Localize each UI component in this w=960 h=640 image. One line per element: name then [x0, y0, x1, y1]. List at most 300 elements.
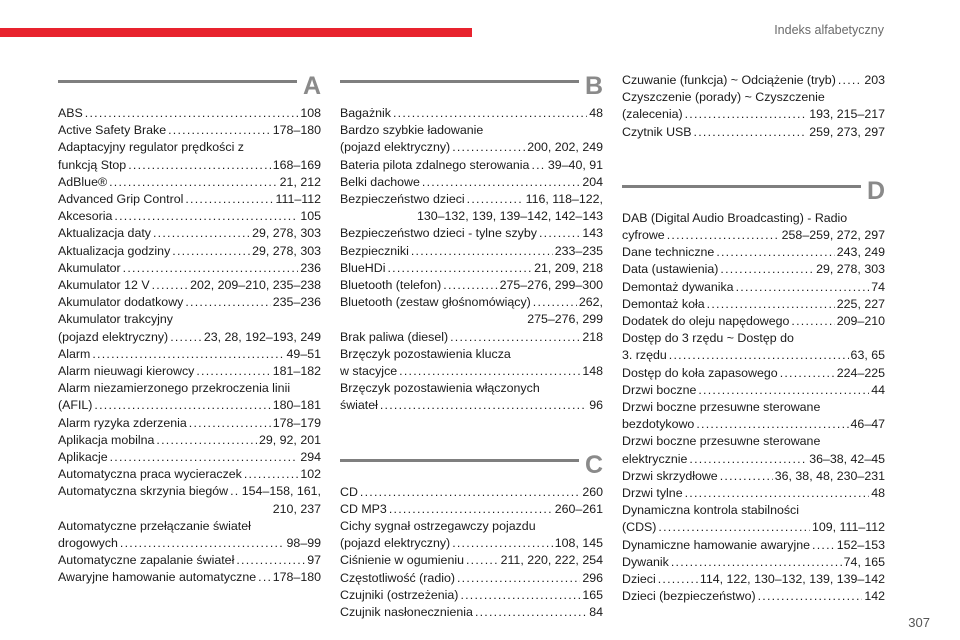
leader-dots — [466, 552, 499, 569]
entry-term: Dostęp do koła zapasowego — [622, 365, 778, 380]
index-entry — [622, 365, 885, 382]
entry-row — [58, 535, 321, 552]
entry-pages: 209–210 — [836, 314, 885, 329]
entry-pages: 49–51 — [286, 346, 321, 361]
index-column — [340, 72, 603, 621]
index-entry — [340, 174, 603, 191]
index-entry — [622, 537, 885, 554]
entry-term: Drzwi skrzydłowe — [622, 468, 718, 483]
entry-row — [622, 313, 885, 330]
entry-term: Dywanik — [622, 554, 669, 569]
entry-pages: 294 — [300, 450, 321, 465]
leader-dots — [236, 552, 305, 569]
leader-dots — [716, 244, 834, 261]
entry-term: Bluetooth (zestaw głośnomówiący) — [340, 295, 531, 310]
entry-pages: 36, 38, 48, 230–231 — [774, 468, 885, 483]
entry-pages: 143 — [582, 226, 603, 241]
index-entry-list — [58, 105, 321, 587]
leader-dots — [110, 449, 299, 466]
index-entry — [622, 279, 885, 296]
entry-row — [58, 243, 321, 260]
entry-pages: 260–261 — [554, 501, 603, 516]
entry-term: (pojazd elektryczny) — [58, 329, 169, 344]
entry-pages: 168–169 — [272, 157, 321, 172]
entry-term: Demontaż dywanika — [622, 279, 734, 294]
leader-dots — [230, 483, 240, 500]
index-entry — [340, 570, 603, 587]
entry-pages: 36–38, 42–45 — [809, 451, 885, 466]
entry-term-line: Automatyczne przełączanie świateł — [58, 518, 251, 533]
entry-pages: 84 — [589, 605, 603, 620]
index-entry — [622, 296, 885, 313]
entry-pages: 142 — [864, 589, 885, 604]
index-entry — [622, 124, 885, 141]
section-rule — [340, 459, 579, 462]
entry-term-line: Brzęczyk pozostawienia klucza — [340, 346, 511, 361]
index-entry — [58, 225, 321, 242]
index-entry — [340, 225, 603, 242]
index-entry — [622, 485, 885, 502]
entry-row — [340, 570, 603, 587]
entry-term-line: Bardzo szybkie ładowanie — [340, 123, 484, 138]
index-entry — [340, 587, 603, 604]
entry-term: Awaryjne hamowanie automatyczne — [58, 570, 257, 585]
entry-term: ABS — [58, 106, 83, 120]
index-entry — [58, 243, 321, 260]
entry-pages: 181–182 — [272, 364, 321, 379]
index-entry-list — [340, 105, 603, 415]
entry-pages: 178–179 — [272, 415, 321, 430]
leader-dots — [393, 105, 587, 122]
index-entry — [622, 554, 885, 571]
index-entry — [58, 191, 321, 208]
entry-term: Aplikacje — [58, 450, 108, 465]
section-spacer — [340, 415, 603, 451]
entry-pages: 275–276, 299–300 — [499, 278, 603, 293]
leader-dots — [838, 72, 862, 89]
leader-dots — [720, 261, 814, 278]
entry-row — [622, 244, 885, 261]
entry-row — [58, 363, 321, 380]
entry-pages: 243, 249 — [836, 245, 885, 260]
entry-term-line: Czyszczenie (porady) ~ Czyszczenie — [622, 90, 825, 105]
leader-dots — [443, 277, 497, 294]
section-letter: C — [584, 450, 603, 479]
entry-row — [622, 261, 885, 278]
entry-row — [622, 537, 885, 554]
entry-row — [340, 277, 603, 294]
entry-row — [340, 587, 603, 604]
entry-row — [340, 191, 603, 208]
index-entry — [622, 502, 885, 536]
entry-term: drogowych — [58, 536, 118, 551]
entry-pages: 148 — [582, 364, 603, 379]
entry-row — [58, 569, 321, 586]
section-header — [340, 72, 603, 100]
leader-dots — [467, 191, 524, 208]
entry-term: Bezpieczeństwo dzieci — [340, 192, 465, 207]
entry-pages: 262, — [578, 295, 603, 310]
leader-dots — [658, 519, 810, 536]
entry-term: BlueHDi — [340, 260, 386, 275]
entry-term: bezdotykowo — [622, 417, 695, 432]
index-entry — [58, 483, 321, 517]
leader-dots — [422, 174, 580, 191]
index-entry — [58, 415, 321, 432]
leader-dots — [736, 279, 870, 296]
entry-row — [340, 225, 603, 242]
entry-pages: 29, 92, 201 — [258, 432, 321, 447]
entry-row — [340, 535, 603, 552]
entry-term: Akumulator — [58, 260, 121, 275]
entry-pages: 116, 118–122, — [525, 192, 603, 207]
entry-row — [58, 329, 321, 346]
index-entry — [622, 244, 885, 261]
leader-dots — [85, 105, 299, 122]
entry-pages: 200, 202, 249 — [527, 140, 603, 155]
entry-row — [58, 174, 321, 191]
entry-pages: 46–47 — [850, 417, 885, 432]
header-accent-bar — [0, 28, 472, 37]
entry-term: Częstotliwość (radio) — [340, 570, 455, 585]
entry-term: Alarm ryzyka zderzenia — [58, 415, 187, 430]
index-entry — [58, 466, 321, 483]
leader-dots — [360, 484, 580, 501]
leader-dots — [689, 451, 807, 468]
entry-term: Advanced Grip Control — [58, 192, 184, 207]
entry-term: Drzwi tylne — [622, 486, 683, 501]
entry-term: Czujniki (ostrzeżenia) — [340, 587, 459, 602]
entry-pages: 178–180 — [272, 123, 321, 138]
index-entry — [340, 277, 603, 294]
leader-dots — [152, 277, 188, 294]
entry-row — [340, 243, 603, 260]
entry-term: świateł — [340, 398, 378, 413]
section-rule — [340, 80, 579, 83]
entry-term: Alarm — [58, 346, 91, 361]
index-entry — [58, 294, 321, 311]
entry-pages: 180–181 — [272, 398, 321, 413]
entry-row — [622, 519, 885, 536]
leader-dots — [460, 587, 580, 604]
leader-dots — [128, 157, 271, 174]
entry-term: Automatyczne zapalanie świateł — [58, 553, 235, 568]
entry-pages: 193, 215–217 — [809, 107, 885, 122]
leader-dots — [452, 535, 553, 552]
entry-row — [58, 552, 321, 569]
index-entry — [622, 330, 885, 364]
entry-row — [622, 347, 885, 364]
entry-term: Aplikacja mobilna — [58, 432, 155, 447]
index-entry — [58, 105, 321, 122]
leader-dots — [120, 535, 285, 552]
entry-row — [58, 157, 321, 174]
index-entry — [622, 261, 885, 278]
entry-row — [340, 105, 603, 122]
entry-term: Bluetooth (telefon) — [340, 278, 442, 293]
entry-pages: 114, 122, 130–132, 139, 139–142 — [699, 572, 885, 587]
entry-pages: 29, 278, 303 — [252, 226, 321, 241]
entry-pages: 74 — [871, 279, 885, 294]
entry-row — [622, 227, 885, 244]
entry-pages: 260 — [582, 484, 603, 499]
entry-row — [622, 296, 885, 313]
entry-row — [622, 571, 885, 588]
entry-term: Active Safety Brake — [58, 123, 167, 138]
entry-pages: 211, 220, 222, 254 — [500, 553, 603, 568]
leader-dots — [758, 588, 863, 605]
index-entry — [340, 191, 603, 225]
index-entry — [340, 122, 603, 156]
section-letter: A — [302, 72, 321, 100]
entry-pages: 165 — [582, 587, 603, 602]
entry-term: (zalecenia) — [622, 107, 683, 122]
entry-row — [58, 466, 321, 483]
entry-term: 3. rzędu — [622, 348, 667, 363]
entry-pages: 108, 145 — [554, 536, 603, 551]
entry-pages: 63, 65 — [850, 348, 885, 363]
entry-pages: 97 — [307, 553, 321, 568]
entry-row — [622, 365, 885, 382]
entry-row — [58, 483, 321, 500]
entry-pages: 105 — [300, 209, 321, 224]
leader-dots — [475, 604, 587, 621]
entry-pages: 152–153 — [836, 537, 885, 552]
entry-pages: 178–180 — [272, 570, 321, 585]
entry-term: Dynamiczne hamowanie awaryjne — [622, 537, 811, 552]
entry-term: Czuwanie (funkcja) ~ Odciążenie (tryb) — [622, 73, 836, 87]
entry-term: Akumulator 12 V — [58, 278, 150, 293]
section-letter: D — [866, 176, 885, 205]
entry-row — [58, 260, 321, 277]
leader-dots — [92, 346, 284, 363]
entry-term: Alarm nieuwagi kierowcy — [58, 364, 195, 379]
index-entry — [58, 311, 321, 345]
leader-dots — [389, 501, 553, 518]
entry-row — [340, 604, 603, 621]
entry-term: Drzwi boczne — [622, 382, 697, 397]
entry-pages: 29, 278, 303 — [252, 243, 321, 258]
entry-pages: 98–99 — [286, 536, 321, 551]
index-entry — [340, 518, 603, 552]
leader-dots — [196, 363, 270, 380]
index-entry — [58, 346, 321, 363]
entry-term-line: DAB (Digital Audio Broadcasting) - Radio — [622, 210, 848, 225]
entry-term-line: Alarm niezamierzonego przekroczenia linii — [58, 381, 291, 396]
leader-dots — [114, 208, 298, 225]
entry-row — [340, 501, 603, 518]
index-entry — [622, 210, 885, 244]
leader-dots — [153, 225, 250, 242]
entry-pages: 23, 28, 192–193, 249 — [203, 329, 321, 344]
entry-term: (pojazd elektryczny) — [340, 536, 451, 551]
leader-dots — [168, 122, 271, 139]
leader-dots — [696, 416, 848, 433]
page-number: 307 — [908, 615, 930, 630]
index-entry — [622, 571, 885, 588]
page-header-title: Indeks alfabetyczny — [774, 23, 884, 37]
entry-row — [622, 588, 885, 605]
entry-term-line: Cichy sygnał ostrzegawczy pojazdu — [340, 519, 536, 534]
leader-dots — [156, 432, 257, 449]
entry-row — [622, 106, 885, 123]
index-entry — [340, 604, 603, 621]
index-entry — [340, 243, 603, 260]
leader-dots — [94, 397, 270, 414]
entry-pages: 29, 278, 303 — [816, 262, 885, 277]
index-entry — [58, 208, 321, 225]
entry-term: Demontaż koła — [622, 296, 705, 311]
entry-row — [340, 157, 603, 174]
leader-dots — [123, 260, 299, 277]
entry-pages: 111–112 — [275, 192, 321, 207]
entry-pages: 224–225 — [836, 365, 885, 380]
entry-row — [58, 294, 321, 311]
entry-row — [622, 382, 885, 399]
entry-term: cyfrowe — [622, 228, 665, 243]
index-entry — [58, 139, 321, 173]
entry-pages: 202, 209–210, 235–238 — [190, 278, 321, 293]
index-entry — [622, 72, 885, 89]
entry-term: Dodatek do oleju napędowego — [622, 314, 790, 329]
entry-term: Bagażnik — [340, 106, 391, 120]
index-entry — [58, 518, 321, 552]
entry-term: funkcją Stop — [58, 157, 127, 172]
index-entry — [340, 260, 603, 277]
entry-pages: 21, 209, 218 — [534, 260, 603, 275]
entry-pages: 296 — [582, 570, 603, 585]
entry-row — [58, 397, 321, 414]
entry-pages: 48 — [871, 486, 885, 501]
entry-term: Aktualizacja godziny — [58, 243, 171, 258]
index-entry — [622, 588, 885, 605]
index-entry — [340, 552, 603, 569]
index-entry — [58, 449, 321, 466]
entry-pages: 233–235 — [554, 243, 603, 258]
index-entry — [340, 484, 603, 501]
entry-term: Bezpieczeństwo dzieci - tylne szyby — [340, 226, 537, 241]
leader-dots — [707, 296, 835, 313]
leader-dots — [258, 569, 271, 586]
entry-term-line: Dynamiczna kontrola stabilności — [622, 503, 799, 518]
entry-row — [340, 139, 603, 156]
index-entry — [340, 501, 603, 518]
index-entry — [58, 432, 321, 449]
entry-row — [622, 485, 885, 502]
index-column — [58, 72, 321, 587]
entry-row — [340, 174, 603, 191]
entry-term: Data (ustawienia) — [622, 262, 719, 277]
index-entry — [58, 363, 321, 380]
entry-pages: 204 — [582, 174, 603, 189]
leader-dots — [791, 313, 834, 330]
entry-term: (CDS) — [622, 520, 657, 535]
index-entry — [340, 157, 603, 174]
index-entry — [58, 380, 321, 414]
leader-dots — [669, 347, 849, 364]
leader-dots — [189, 415, 271, 432]
leader-dots — [185, 294, 270, 311]
entry-pages: 236 — [300, 260, 321, 275]
entry-term: (AFIL) — [58, 398, 93, 413]
section-header — [58, 72, 321, 100]
index-entry — [340, 329, 603, 346]
entry-term-line: Drzwi boczne przesuwne sterowane — [622, 434, 821, 449]
entry-row — [340, 294, 603, 311]
entry-term: Brak paliwa (diesel) — [340, 329, 449, 344]
entry-term: Dzieci — [622, 572, 656, 587]
leader-dots — [185, 191, 273, 208]
entry-term: Belki dachowe — [340, 174, 420, 189]
entry-row — [622, 468, 885, 485]
entry-pages: 109, 111–112 — [811, 520, 885, 535]
entry-term: Automatyczna skrzynia biegów — [58, 484, 229, 499]
leader-dots — [380, 397, 587, 414]
leader-dots — [411, 243, 553, 260]
entry-pages: 154–158, 161, — [241, 484, 321, 499]
entry-row — [58, 208, 321, 225]
entry-row — [58, 415, 321, 432]
index-entry-list — [340, 484, 603, 622]
entry-row — [58, 225, 321, 242]
entry-pages: 218 — [582, 329, 603, 344]
entry-pages-continued: 130–132, 139, 139–142, 142–143 — [416, 209, 603, 224]
leader-dots — [694, 124, 808, 141]
leader-dots — [780, 365, 835, 382]
leader-dots — [450, 329, 580, 346]
index-entry-list — [622, 72, 885, 141]
entry-pages: 259, 273, 297 — [809, 124, 885, 139]
index-entry — [622, 399, 885, 433]
index-entry — [622, 313, 885, 330]
entry-row — [58, 449, 321, 466]
leader-dots — [667, 227, 780, 244]
leader-dots — [531, 157, 545, 174]
section-header — [340, 451, 603, 479]
entry-term: Bateria pilota zdalnego sterowania — [340, 157, 530, 172]
index-entry — [58, 122, 321, 139]
entry-pages: 235–236 — [272, 295, 321, 310]
entry-term: Czytnik USB — [622, 124, 692, 139]
entry-pages: 203 — [864, 73, 885, 87]
entry-pages: 225, 227 — [836, 296, 885, 311]
leader-dots — [698, 382, 869, 399]
entry-row — [340, 260, 603, 277]
index-entry — [622, 433, 885, 467]
index-entry — [58, 260, 321, 277]
entry-row — [58, 432, 321, 449]
section-rule — [622, 185, 861, 188]
entry-row — [622, 451, 885, 468]
index-entry — [58, 569, 321, 586]
entry-term: CD — [340, 484, 358, 499]
index-entry — [58, 277, 321, 294]
leader-dots — [452, 139, 525, 156]
entry-term: Dzieci (bezpieczeństwo) — [622, 589, 756, 604]
index-entry — [340, 105, 603, 122]
entry-term: Akcesoria — [58, 209, 113, 224]
leader-dots — [685, 106, 808, 123]
entry-row — [58, 191, 321, 208]
section-rule — [58, 80, 297, 83]
index-column — [622, 72, 885, 605]
entry-term: Aktualizacja daty — [58, 226, 151, 241]
entry-term: CD MP3 — [340, 501, 387, 516]
entry-term: elektrycznie — [622, 451, 688, 466]
leader-dots — [244, 466, 298, 483]
entry-term-line: Adaptacyjny regulator prędkości z — [58, 140, 244, 155]
entry-term-line: Akumulator trakcyjny — [58, 312, 173, 327]
